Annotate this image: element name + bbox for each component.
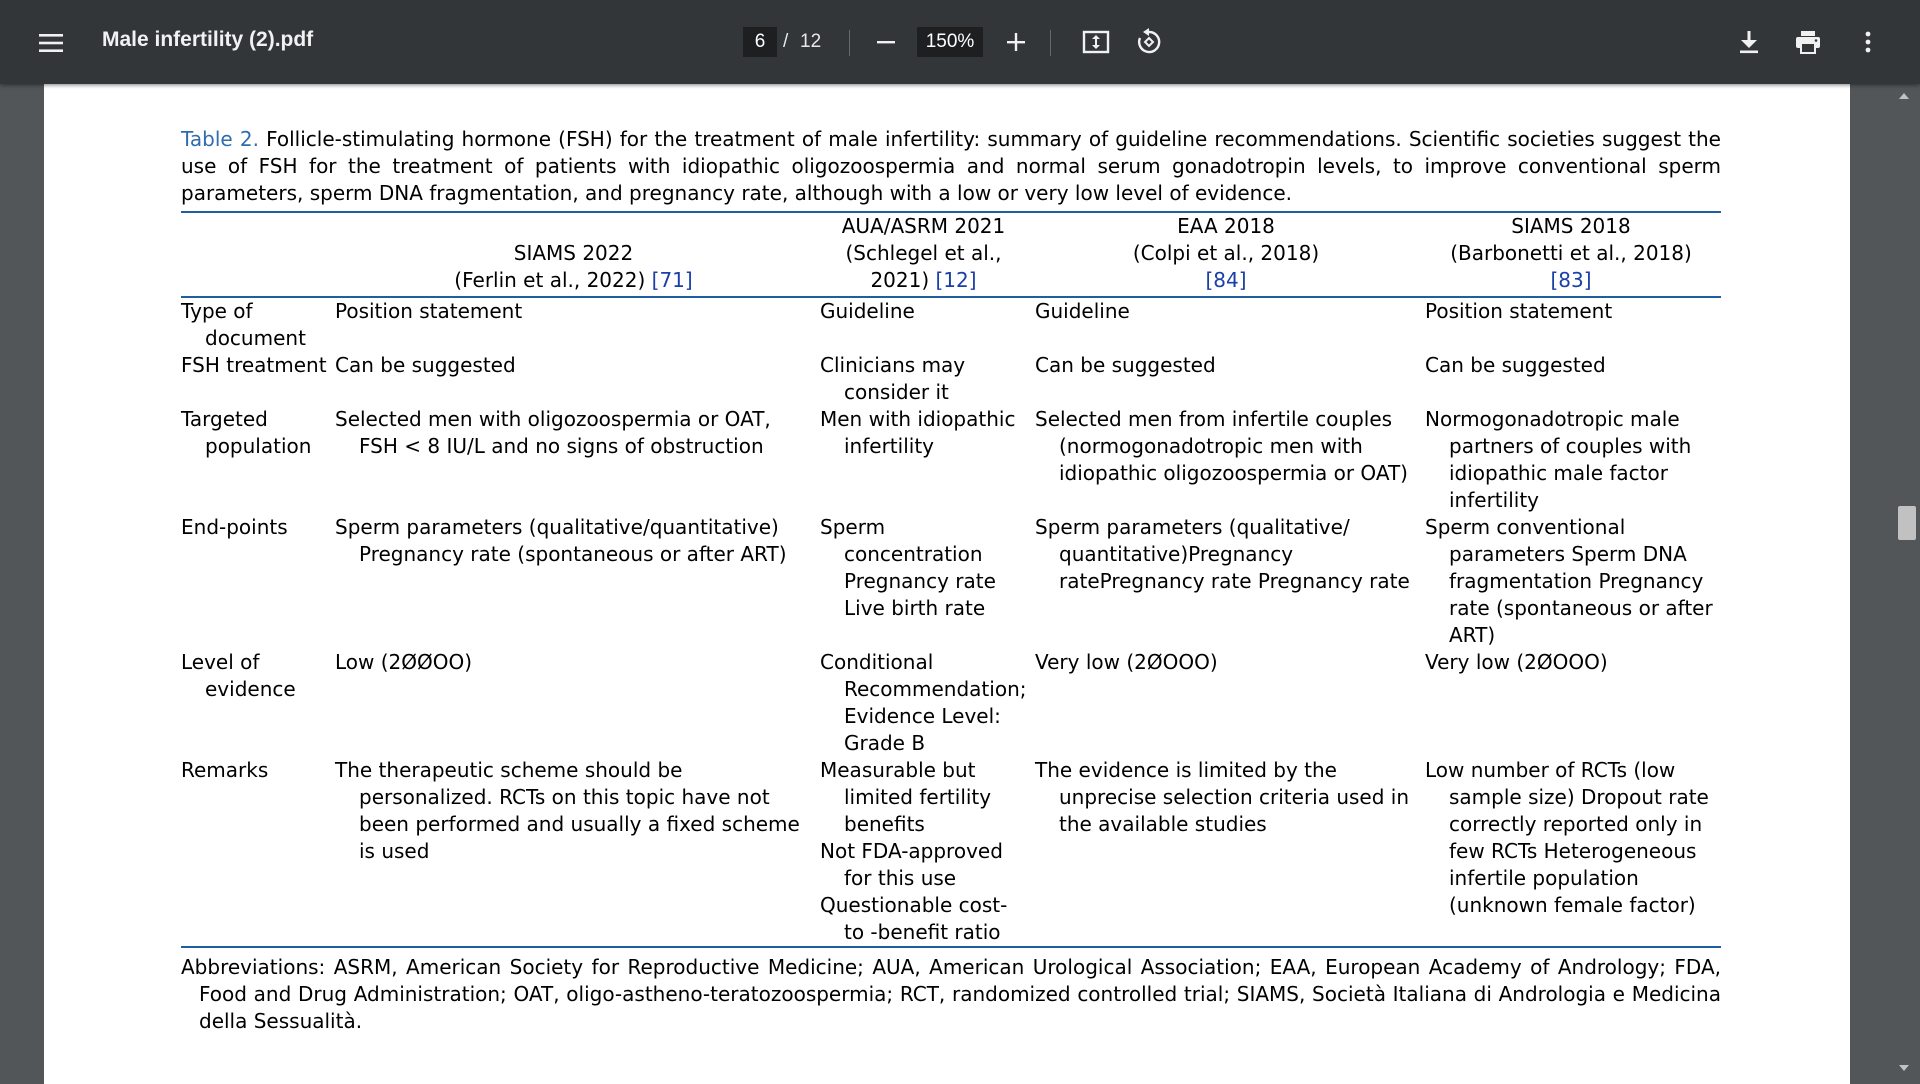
cell-text: Sperm parameters (qualitative/quantitative) Pregnancy rate (spontaneous or after ART) — [335, 515, 787, 566]
cell-text: Men with idiopathic infertility — [820, 407, 1016, 458]
table-cell — [331, 649, 816, 757]
table-caption-text: Follicle-stimulating hormone (FSH) for the treatment of male infertility: summary of guideline recommendations. Scientific societies suggest the use of FSH for the treatment of patients with idiopathic oligozoospermia and normal serum gonadotropin levels, to improve conventional sperm parameters, sperm DNA fragmentation, and pregnancy rate, although with a low or very low level of evidence. — [181, 127, 1721, 205]
header-citation: (Ferlin et al., 2022) — [454, 268, 652, 292]
table-cell — [331, 352, 816, 406]
ref-link[interactable]: [71] — [651, 268, 693, 292]
cell-text: Sperm conventional parameters Sperm DNA fragmentation Pregnancy rate (spontaneous or after ART) — [1425, 515, 1713, 647]
download-button[interactable] — [1729, 22, 1769, 62]
table-cell — [331, 406, 816, 514]
pdf-toolbar — [0, 0, 1920, 84]
header-line: EAA 2018 — [1177, 214, 1275, 238]
row-label: Remarks — [181, 758, 269, 782]
page-total: 12 — [800, 31, 822, 52]
cell-text: Selected men from infertile couples (normogonadotropic men with idiopathic oligozoospermia or OAT) — [1035, 407, 1408, 485]
toolbar-divider — [1050, 30, 1051, 56]
print-button[interactable] — [1788, 22, 1828, 62]
header-line: SIAMS 2018 — [1511, 214, 1631, 238]
header-aua-asrm-2021 — [816, 212, 1031, 297]
cell-text: The therapeutic scheme should be personalized. RCTs on this topic have not been performed and usually a fixed scheme is used — [335, 758, 800, 863]
table-footnote: Abbreviations: ASRM, American Society for Reproductive Medicine; AUA, American Urological Association; EAA, European Academy of Andrology; FDA, Food and Drug Administration; OAT, oligo-astheno-teratozoospermia; RCT, randomized controlled trial; SIAMS, Società Italiana di Andrologia e Medicina della Sessualità. — [181, 955, 1721, 1033]
minus-icon — [876, 32, 896, 52]
cell-text: The evidence is limited by the unprecise selection criteria used in the available studies — [1035, 758, 1410, 836]
cell-text: Clinicians may consider it — [820, 353, 966, 404]
printer-icon — [1795, 30, 1821, 54]
cell-text: Position statement — [335, 299, 523, 323]
table-row — [181, 649, 1721, 757]
header-siams-2018 — [1421, 212, 1721, 297]
row-label: End-points — [181, 515, 288, 539]
fit-page-icon — [1082, 30, 1110, 54]
ref-link[interactable]: [84] — [1205, 268, 1247, 292]
cell-text: Can be suggested — [335, 353, 516, 377]
rotate-counterclockwise-icon — [1135, 28, 1163, 56]
table-cell — [816, 649, 1031, 757]
cell-text: Normogonadotropic male partners of couples with idiopathic male factor infertility — [1425, 407, 1692, 512]
table-label: Table 2. — [181, 127, 259, 151]
table-cell — [1421, 352, 1721, 406]
page-content — [181, 126, 1721, 1035]
cell-text: Very low (2ØOOO) — [1035, 650, 1218, 674]
table-cell — [1031, 297, 1421, 352]
header-line — [820, 267, 1027, 294]
table-cell — [1031, 757, 1421, 947]
table-cell — [816, 757, 1031, 947]
header-line: (Colpi et al., 2018) — [1132, 241, 1320, 265]
header-line: (Barbonetti et al., 2018) — [1450, 241, 1692, 265]
table-cell — [816, 297, 1031, 352]
toolbar-divider — [849, 30, 850, 56]
row-label: Level of evidence — [181, 650, 296, 701]
pdf-page — [44, 84, 1850, 1084]
cell-text: Position statement — [1425, 299, 1613, 323]
table-cell — [331, 514, 816, 649]
cell-text: Sperm concentration Pregnancy rate Live birth rate — [820, 515, 996, 620]
row-label: FSH treatment — [181, 353, 327, 377]
hamburger-menu-icon — [38, 32, 64, 54]
fit-to-page-button[interactable] — [1076, 22, 1116, 62]
table-row — [181, 406, 1721, 514]
guideline-table — [181, 211, 1721, 948]
table-cell — [1421, 757, 1721, 947]
cell-text: Very low (2ØOOO) — [1425, 650, 1608, 674]
cell-text: Questionable cost-to -benefit ratio — [820, 893, 1008, 944]
page-number-input[interactable] — [743, 27, 777, 57]
table-row — [181, 757, 1721, 947]
document-title: Male infertility (2).pdf — [102, 28, 314, 51]
triangle-down-icon — [1893, 1060, 1915, 1076]
cell-text: Not FDA-approved for this use — [820, 839, 1003, 890]
header-line: SIAMS 2022 — [513, 241, 634, 265]
header-siams-2022 — [331, 212, 816, 297]
table-cell — [1421, 649, 1721, 757]
scroll-up-arrow[interactable] — [1893, 88, 1915, 104]
menu-button[interactable] — [30, 22, 72, 64]
table-header-row — [181, 212, 1721, 297]
cell-text: Measurable but limited fertility benefits — [820, 758, 992, 836]
ref-link[interactable]: [83] — [1550, 268, 1592, 292]
table-cell — [816, 514, 1031, 649]
cell-text: Low number of RCTs (low sample size) Dropout rate correctly reported only in few RCTs Heterogeneous infertile population (unknown female factor) — [1425, 758, 1709, 917]
zoom-in-button[interactable] — [996, 22, 1036, 62]
table-cell — [1031, 406, 1421, 514]
table-cell — [331, 757, 816, 947]
table-cell — [1421, 297, 1721, 352]
cell-text: Conditional Recommendation; Evidence Level: Grade B — [820, 650, 1027, 755]
table-cell — [816, 406, 1031, 514]
cell-text: Guideline — [820, 299, 915, 323]
header-eaa-2018 — [1031, 212, 1421, 297]
cell-text: Guideline — [1035, 299, 1130, 323]
cell-text: Low (2ØØOO) — [335, 650, 473, 674]
cell-text: Sperm parameters (qualitative/ quantitative)Pregnancy ratePregnancy rate Pregnancy rate — [1035, 515, 1410, 593]
scrollbar-thumb[interactable] — [1898, 506, 1916, 540]
table-cell — [331, 297, 816, 352]
table-cell — [1031, 514, 1421, 649]
row-label: Type of document — [181, 299, 306, 350]
table-row — [181, 514, 1721, 649]
row-label: Targeted population — [181, 407, 312, 458]
zoom-level-input[interactable]: 150% — [917, 27, 983, 57]
table-cell — [1421, 406, 1721, 514]
table-body — [181, 297, 1721, 947]
page-separator: / — [783, 31, 789, 52]
table-cell — [816, 352, 1031, 406]
table-row — [181, 352, 1721, 406]
header-citation: 2021) — [870, 268, 936, 292]
more-actions-button[interactable] — [1848, 22, 1888, 62]
plus-icon — [1006, 32, 1026, 52]
zoom-out-button[interactable] — [866, 22, 906, 62]
header-line: (Schlegel et al., — [845, 241, 1002, 265]
cell-text: Selected men with oligozoospermia or OAT, FSH < 8 IU/L and no signs of obstruction — [335, 407, 771, 458]
table-cell — [1031, 352, 1421, 406]
ref-link[interactable]: [12] — [935, 268, 977, 292]
header-empty — [181, 212, 331, 297]
header-line: AUA/ASRM 2021 — [841, 214, 1006, 238]
table-caption — [181, 126, 1721, 207]
cell-text: Can be suggested — [1035, 353, 1216, 377]
table-row — [181, 297, 1721, 352]
table-cell — [1031, 649, 1421, 757]
table-cell — [1421, 514, 1721, 649]
header-line — [335, 267, 812, 294]
scroll-down-arrow[interactable] — [1893, 1060, 1915, 1076]
triangle-up-icon — [1893, 88, 1915, 104]
cell-text: Can be suggested — [1425, 353, 1606, 377]
more-vert-icon — [1864, 30, 1872, 54]
download-icon — [1738, 30, 1760, 54]
rotate-button[interactable] — [1129, 22, 1169, 62]
